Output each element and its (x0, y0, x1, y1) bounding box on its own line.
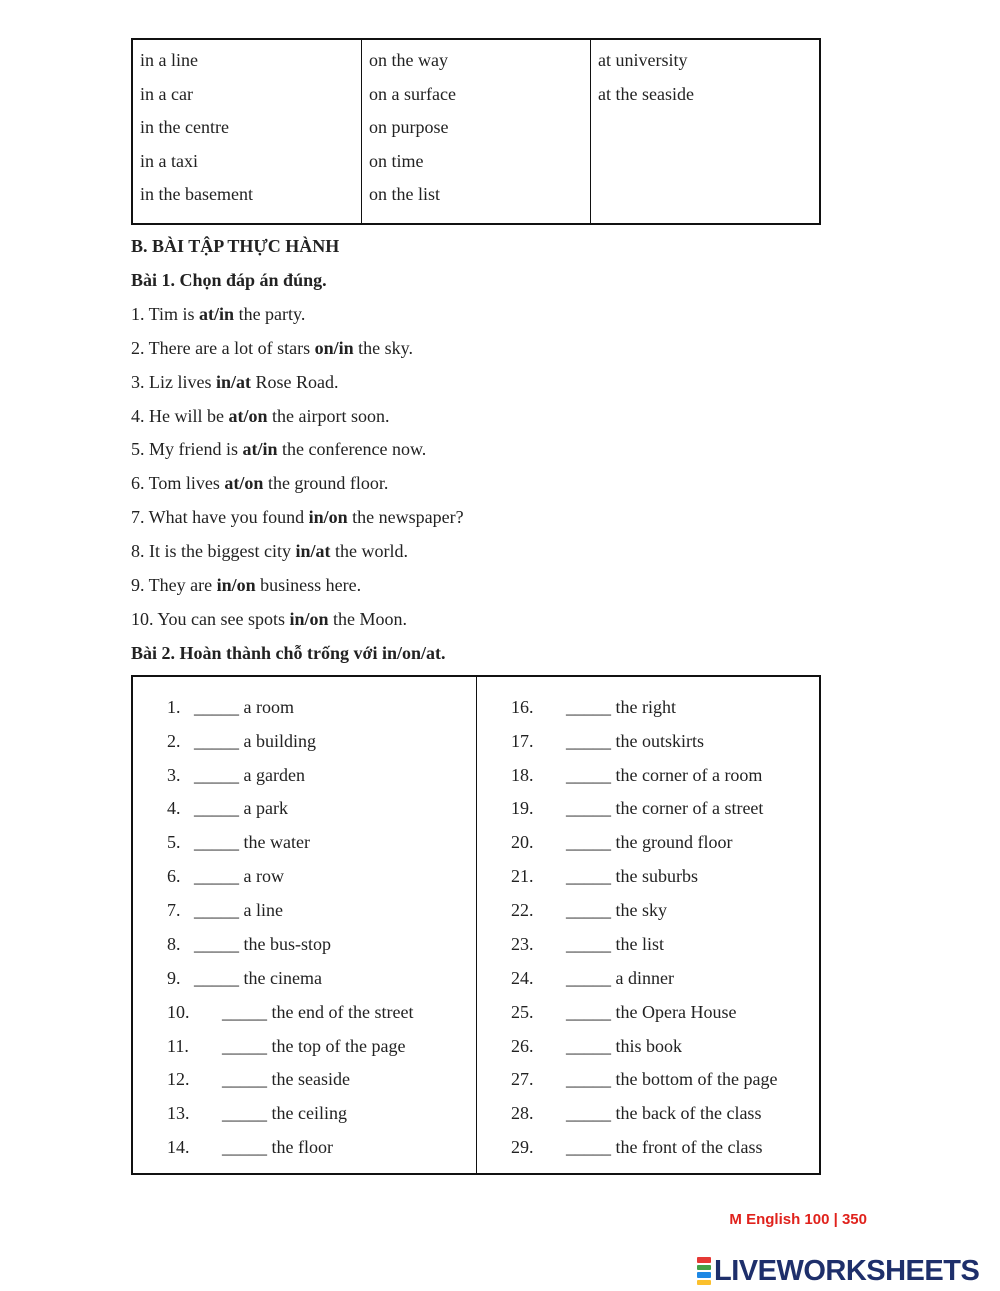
exercise1-question: 7. What have you found in/on the newspaper? (131, 507, 464, 527)
fill-in-table: 1. _____ a room 2. _____ a building 3. _____ a garden 4. _____ a park 5. _____ the water 6. _____ a row 7. _____ a line 8. _____ the bus-stop 9. _____ the cinema 10. _____ the end of the street 11. _____ the top of the page 12. _____ the seaside 13. _____ the ceiling 14. _____ the floor 16. _____ the right 17. _____ the outskirts 18. _____ the corner of a room 19. _____ the corner of a street 20. _____ the ground floor 21. _____ the suburbs 22. _____ the sky 23. _____ the list 24. _____ a dinner 25. _____ the Opera House 26. _____ this book 27. _____ the bottom of the page 28. _____ the back of the class 29. _____ the front of the class (131, 675, 821, 1175)
reference-cell: on the way (369, 50, 448, 70)
logo-block-yellow (697, 1280, 711, 1286)
table-divider (476, 677, 477, 1173)
reference-cell: on a surface (369, 83, 456, 104)
answer-choice[interactable]: at/in (242, 439, 278, 459)
section-title: B. BÀI TẬP THỰC HÀNH (131, 236, 340, 256)
reference-cell: in the centre (140, 117, 229, 138)
answer-choice[interactable]: at/on (224, 473, 264, 493)
reference-cell: in a line (140, 50, 198, 70)
exercise1-question: 3. Liz lives in/at Rose Road. (131, 372, 339, 392)
reference-column-in (133, 40, 361, 223)
exercise1-title: Bài 1. Chọn đáp án đúng. (131, 270, 327, 290)
answer-choice[interactable]: in/on (308, 507, 348, 527)
reference-cell: on purpose (369, 117, 449, 138)
reference-cell: in the basement (140, 184, 253, 205)
answer-choice[interactable]: in/at (215, 372, 251, 392)
exercise1-question: 10. You can see spots in/on the Moon. (131, 609, 408, 629)
reference-column-at (590, 40, 819, 223)
liveworksheets-logo[interactable] (697, 1256, 979, 1286)
reference-cell: on the list (369, 184, 440, 205)
reference-cell: at the seaside (598, 83, 694, 104)
reference-table (131, 38, 821, 225)
answer-choice[interactable]: in/on (289, 609, 329, 629)
exercise1-question: 5. My friend is at/in the conference now. (131, 439, 427, 459)
exercise1-question: 8. It is the biggest city in/at the world. (131, 541, 408, 561)
exercise1-question: 6. Tom lives at/on the ground floor. (131, 473, 389, 493)
exercise1-question: 2. There are a lot of stars on/in the sky. (131, 338, 413, 358)
reference-cell: in a car (140, 83, 193, 104)
answer-choice[interactable]: at/on (228, 406, 268, 426)
answer-choice[interactable]: at/in (199, 304, 235, 324)
exercise2-title: Bài 2. Hoàn thành chỗ trống với in/on/at. (131, 643, 446, 663)
exercise1-question: 1. Tim is at/in the party. (131, 304, 306, 324)
reference-cell: on time (369, 150, 424, 171)
logo-block-green (697, 1265, 711, 1271)
reference-column-on (361, 40, 590, 223)
logo-text: LIVEWORKSHEETS (714, 1255, 980, 1287)
answer-choice[interactable]: in/on (216, 575, 256, 595)
reference-cell: in a taxi (140, 150, 198, 171)
logo-block-blue (697, 1272, 711, 1278)
exercise1-question: 4. He will be at/on the airport soon. (131, 406, 390, 426)
reference-cell: at university (598, 50, 688, 70)
answer-choice[interactable]: in/at (295, 541, 331, 561)
answer-choice[interactable]: on/in (314, 338, 354, 358)
page-number-label: M English 100 | 350 (729, 1211, 867, 1228)
logo-blocks-icon (697, 1257, 711, 1285)
logo-block-red (697, 1257, 711, 1263)
exercise1-question: 9. They are in/on business here. (131, 575, 362, 595)
